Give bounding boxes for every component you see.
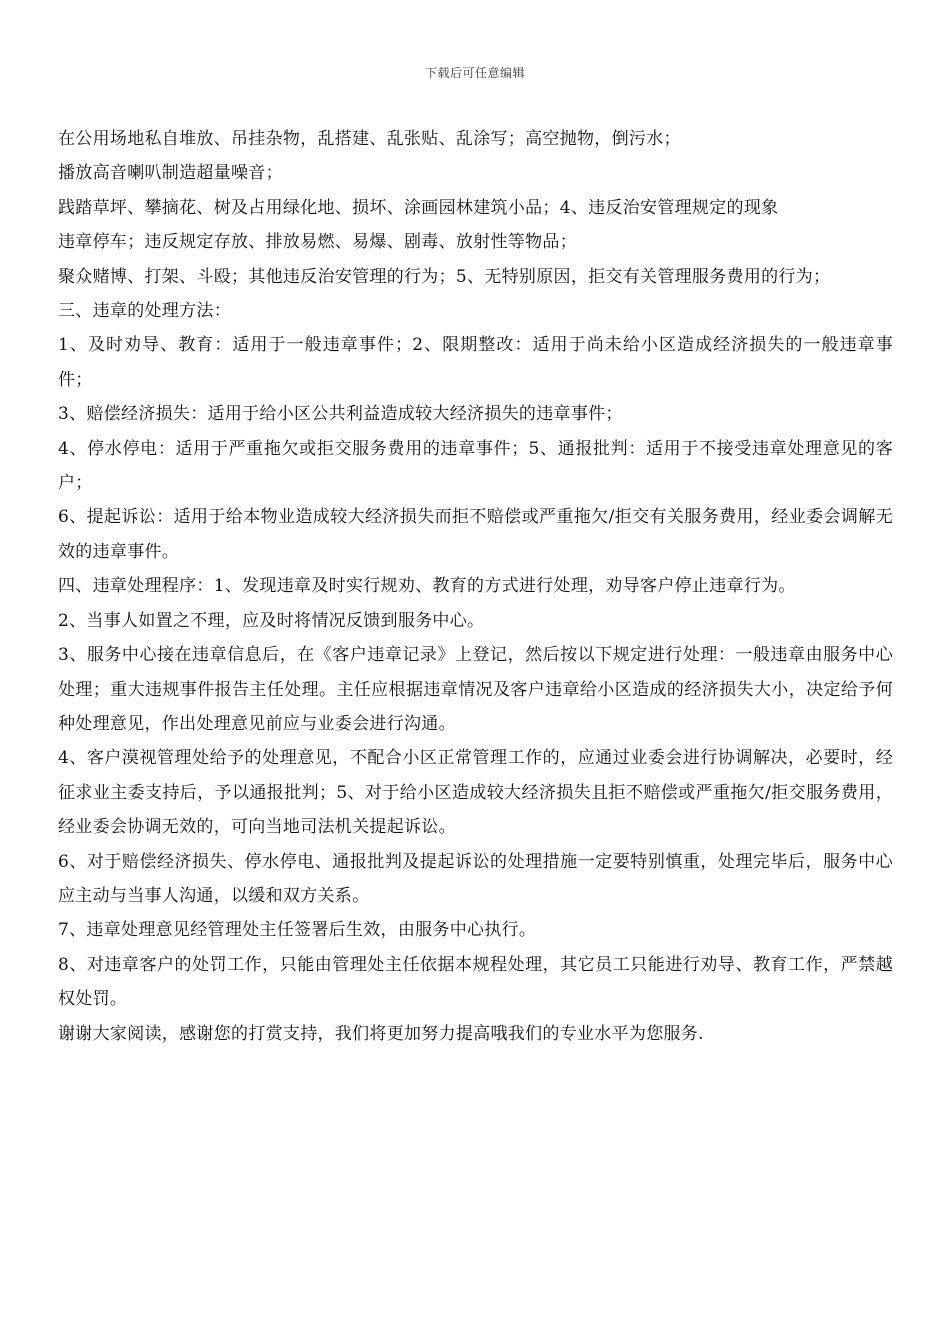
paragraph-procedure-8: 8、对违章客户的处罚工作，只能由管理处主任依据本规程处理，其它员工只能进行劝导、教育工作，严禁越权处罚。 (58, 954, 893, 1010)
section-heading-handling-methods: 三、违章的处理方法： (58, 301, 231, 322)
paragraph-procedure-4-5: 4、客户漠视管理处给予的处理意见，不配合小区正常管理工作的，应通过业委会进行协调解决，必要时，经征求业主委支持后，予以通报批判；5、对于给小区造成较大经济损失且拒不赔偿或严重拖欠/拒交服务费用，经业委会协调无效的，可向当地司法机关提起诉讼。 (58, 748, 893, 838)
page-header-note: 下载后可任意编辑 (424, 66, 525, 80)
paragraph-method-1-2: 1、及时劝导、教育：适用于一般违章事件；2、限期整改：适用于尚未给小区造成经济损失的一般违章事件； (58, 335, 893, 390)
paragraph-parking-hazards: 违章停车；违反规定存放、排放易燃、易爆、剧毒、放射性等物品； (58, 232, 577, 253)
document-body (58, 122, 893, 1051)
paragraph-procedure-7: 7、违章处理意见经管理处主任签署后生效，由服务中心执行。 (58, 920, 537, 941)
paragraph-noise: 播放高音喇叭制造超量噪音； (58, 163, 283, 184)
paragraph-public-order: 聚众赌博、打架、斗殴；其他违反治安管理的行为；5、无特别原因，拒交有关管理服务费用的行为； (58, 266, 831, 287)
paragraph-public-space-violations: 在公用场地私自堆放、吊挂杂物，乱搭建、乱张贴、乱涂写；高空抛物，倒污水； (58, 129, 681, 149)
paragraph-method-3: 3、赔偿经济损失：适用于给小区公共利益造成较大经济损失的违章事件； (58, 404, 623, 425)
paragraph-method-6: 6、提起诉讼：适用于给本物业造成较大经济损失而拒不赔偿或严重拖欠/拒交有关服务费用，经业委会调解无效的违章事件。 (58, 507, 893, 562)
section-heading-procedure: 四、违章处理程序：1、发现违章及时实行规劝、教育的方式进行处理，劝导客户停止违章行为。 (58, 576, 796, 597)
paragraph-procedure-2: 2、当事人如置之不理，应及时将情况反馈到服务中心。 (58, 610, 485, 631)
paragraph-method-4-5: 4、停水停电：适用于严重拖欠或拒交服务费用的违章事件；5、通报批判：适用于不接受违章处理意见的客户； (58, 438, 893, 494)
paragraph-procedure-3: 3、服务中心接在违章信息后，在《客户违章记录》上登记，然后按以下规定进行处理：一般违章由服务中心处理；重大违规事件报告主任处理。主任应根据违章情况及客户违章给小区造成的经济损失大小，决定给予何种处理意见，作出处理意见前应与业委会进行沟通。 (58, 645, 893, 734)
paragraph-greenery-damage: 践踏草坪、攀摘花、树及占用绿化地、损坏、涂画园林建筑小品；4、违反治安管理规定的现象 (58, 197, 779, 218)
paragraph-procedure-6: 6、对于赔偿经济损失、停水停电、通报批判及提起诉讼的处理措施一定要特别慎重，处理完毕后，服务中心应主动与当事人沟通，以缓和双方关系。 (58, 851, 893, 906)
closing-thanks: 谢谢大家阅读，感谢您的打赏支持，我们将更加努力提高哦我们的专业水平为您服务. (58, 1023, 704, 1044)
